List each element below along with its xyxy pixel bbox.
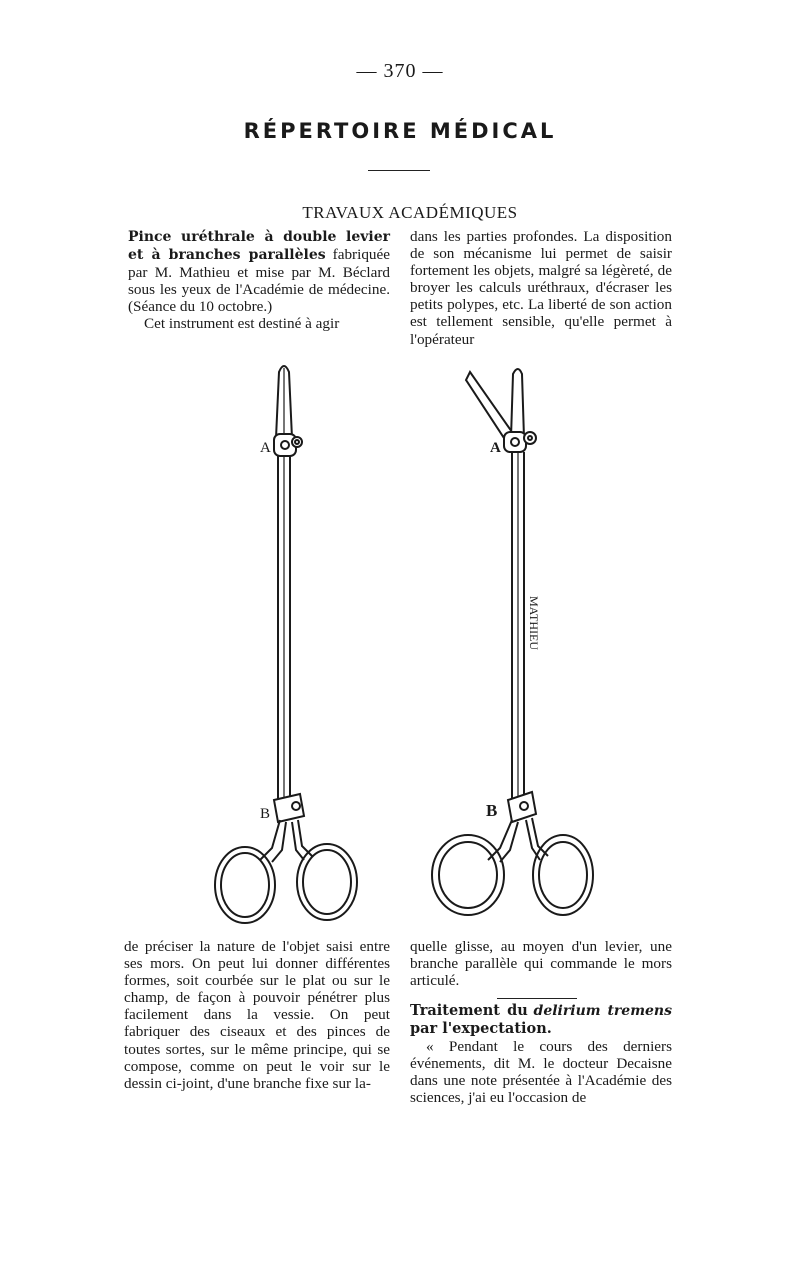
article-intro-text: fabriquée par M. Mathieu et mise par M. Béclard sous les yeux de l'Académie de médecine. (Séance du 10 octobre.) (128, 246, 390, 316)
article-intro (128, 228, 390, 315)
article-title: Pince uréthrale à double levier et à branches parallèles (128, 229, 390, 264)
running-title: RÉPERTOIRE MÉDICAL (243, 119, 557, 143)
left-column-bottom-text: de préciser la nature de l'objet saisi entre ses mors. On peut lui donner différentes formes, soit courbée sur le plat ou sur le champ, de façon à pouvoir pénétrer plus facilement dans la vessie. On peut fabriquer des ciseaux et des pinces de toutes sortes, sur le même principe, qui se compose, comme on peut le voir sur le dessin ci-joint, d'une branche fixe sur la- (124, 938, 390, 1092)
left-label-b: B (260, 806, 271, 822)
section-title: TRAVAUX ACADÉMIQUES (302, 203, 518, 222)
article2-title: Traitement du delirium tremens par l'expectation. (410, 1002, 672, 1038)
article-paragraph: Cet instrument est destiné à agir (144, 315, 340, 333)
forceps-figure (200, 360, 620, 935)
maker-mark: MATHIEU (527, 596, 541, 650)
left-column-top (128, 228, 390, 333)
left-forceps (215, 366, 357, 923)
title-divider (368, 170, 430, 171)
left-column-bottom (124, 938, 390, 1092)
right-label-a: A (490, 440, 501, 456)
right-forceps (432, 369, 593, 915)
right-column-top (410, 228, 672, 348)
page-number: — 370 — (356, 60, 444, 82)
article-divider (497, 998, 577, 999)
left-label-a: A (260, 440, 271, 456)
right-label-b: B (486, 801, 498, 820)
article2-text: « Pendant le cours des derniers événements, dit M. le docteur Decaisne dans une note présentée à l'Académie des sciences, j'ai eu l'occasion de (410, 1038, 672, 1107)
right-column-top-text: dans les parties profondes. La disposition de son mécanisme lui permet de saisir fortement les objets, malgré sa légèreté, de broyer les calculs uréthraux, d'écraser les petits polypes, etc. La liberté de son action est tellement sensible, qu'elle permet à l'opérateur (410, 228, 672, 348)
right-column-bottom-text: quelle glisse, au moyen d'un levier, une branche parallèle qui commande le mors articulé. (410, 938, 672, 990)
article2 (410, 1002, 672, 1107)
right-column-bottom (410, 938, 672, 989)
